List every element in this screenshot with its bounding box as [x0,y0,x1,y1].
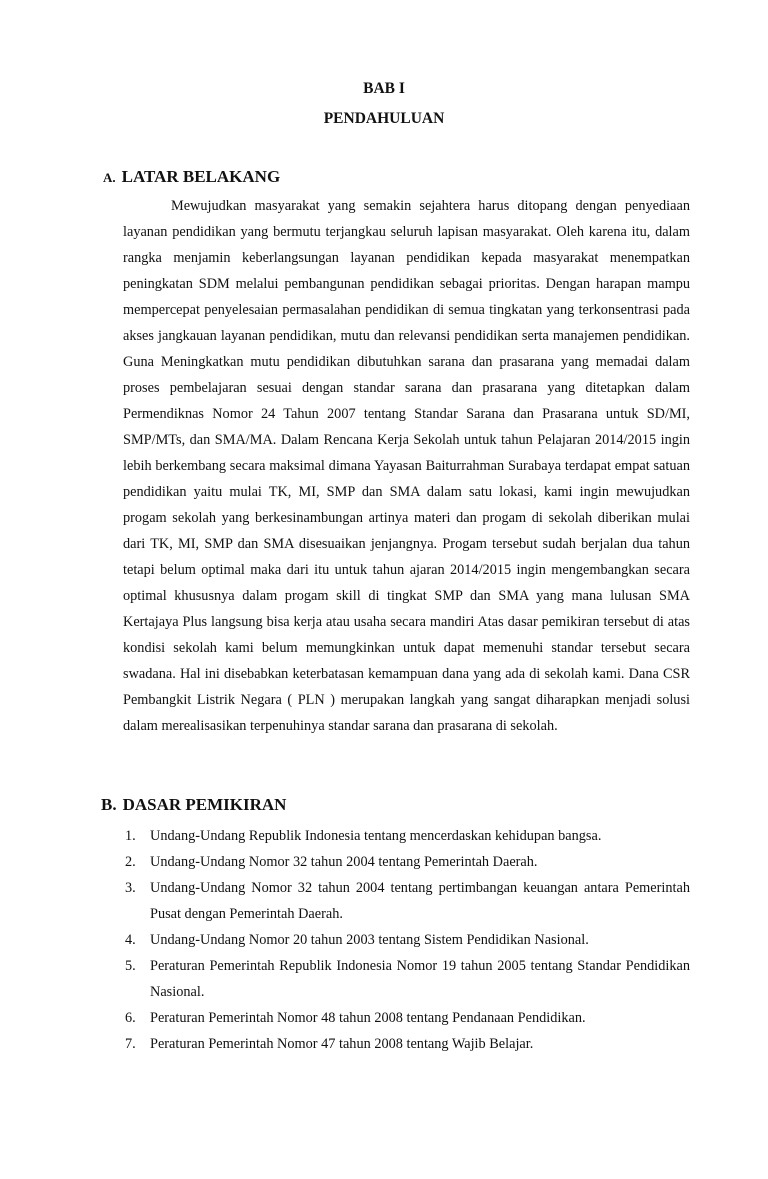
list-item-text: Peraturan Pemerintah Republik Indonesia Nomor 19 tahun 2005 tentang Standar Pendidikan Nasional. [150,958,690,1000]
chapter-number: BAB I [363,80,405,97]
list-item-number: 4. [125,932,136,948]
section-a-heading [103,166,280,188]
list-item-text: Undang-Undang Nomor 20 tahun 2003 tentang Sistem Pendidikan Nasional. [150,932,589,948]
list-item [125,849,690,875]
list-item-number: 1. [125,828,136,844]
list-item [125,953,690,1005]
list-item [125,875,690,927]
list-item-number: 3. [125,880,136,896]
section-b-heading [101,795,286,815]
chapter-title: PENDAHULUAN [323,110,445,127]
list-item-text: Undang-Undang Republik Indonesia tentang mencerdaskan kehidupan bangsa. [150,828,602,844]
background-paragraph: Mewujudkan masyarakat yang semakin sejahtera harus ditopang dengan penyediaan layanan pendidikan yang bermutu terjangkau seluruh lapisan masyarakat. Oleh karena itu, dalam rangka menjamin keberlangsungan layanan pendidikan kepada masyarakat menempatkan peningkatan SDM melalui pembangunan pendidikan sebagai prioritas. Dengan harapan mampu mempercepat penyelesaian permasalahan pendidikan di semua tingkatan yang terkonsentrasi pada akses jangkauan layanan pendidikan, mutu dan relevansi pendidikan serta manajemen pendidikan. Guna Meningkatkan mutu pendidikan dibutuhkan sarana dan prasarana yang memadai dalam proses pembelajaran sesuai dengan standar sarana dan prasarana yang ditetapkan dalam Permendiknas Nomor 24 Tahun 2007 tentang Standar Sarana dan Prasarana untuk SD/MI, SMP/MTs, dan SMA/MA. Dalam Rencana Kerja Sekolah untuk tahun Pelajaran 2014/2015 ingin lebih berkembang secara maksimal dimana Yayasan Baiturrahman Surabaya terdapat empat satuan pendidikan yaitu mulai TK, MI, SMP dan SMA dalam satu lokasi, kami ingin mewujudkan progam sekolah yang berkesinambungan artinya materi dan progam di sekolah diberikan mulai dari TK, MI, SMP dan SMA disesuaikan jenjangnya. Progam tersebut sudah berjalan dua tahun tetapi belum optimal maka dari itu untuk tahun ajaran 2014/2015 ingin mengembangkan secara optimal khususnya dalam progam skill di tingkat SMP dan SMA yang mana lulusan SMA Kertajaya Plus langsung bisa kerja atau usaha secara mandiri Atas dasar pemikiran tersebut di atas kondisi sekolah kami belum memungkinkan untuk dapat memenuhi standar tersebut secara swadana. Hal ini disebabkan keterbatasan kemampuan dana yang ada di sekolah kami. Dana CSR Pembangkit Listrik Negara ( PLN ) merupakan langkah yang sangat diharapkan menjadi solusi dalam merealisasikan terpenuhinya standar sarana dan prasarana di sekolah. [123,198,690,734]
list-item [125,823,690,849]
list-item-number: 5. [125,958,136,974]
legal-basis-list [125,823,690,1057]
list-item [125,927,690,953]
section-a-title: LATAR BELAKANG [121,167,281,186]
list-item-text: Peraturan Pemerintah Nomor 48 tahun 2008 tentang Pendanaan Pendidikan. [150,1010,586,1026]
list-item [125,1005,690,1031]
list-item-number: 6. [125,1010,136,1026]
list-item-text: Undang-Undang Nomor 32 tahun 2004 tentang Pemerintah Daerah. [150,854,538,870]
section-a-label: A. [103,170,116,185]
list-item [125,1031,690,1057]
list-item-number: 7. [125,1036,136,1052]
list-item-number: 2. [125,854,136,870]
list-item-text: Peraturan Pemerintah Nomor 47 tahun 2008 tentang Wajib Belajar. [150,1036,534,1052]
section-b-title: DASAR PEMIKIRAN [122,795,287,814]
list-item-text: Undang-Undang Nomor 32 tahun 2004 tentang pertimbangan keuangan antara Pemerintah Pusat dengan Pemerintah Daerah. [150,880,690,922]
section-b-label: B. [101,795,117,814]
